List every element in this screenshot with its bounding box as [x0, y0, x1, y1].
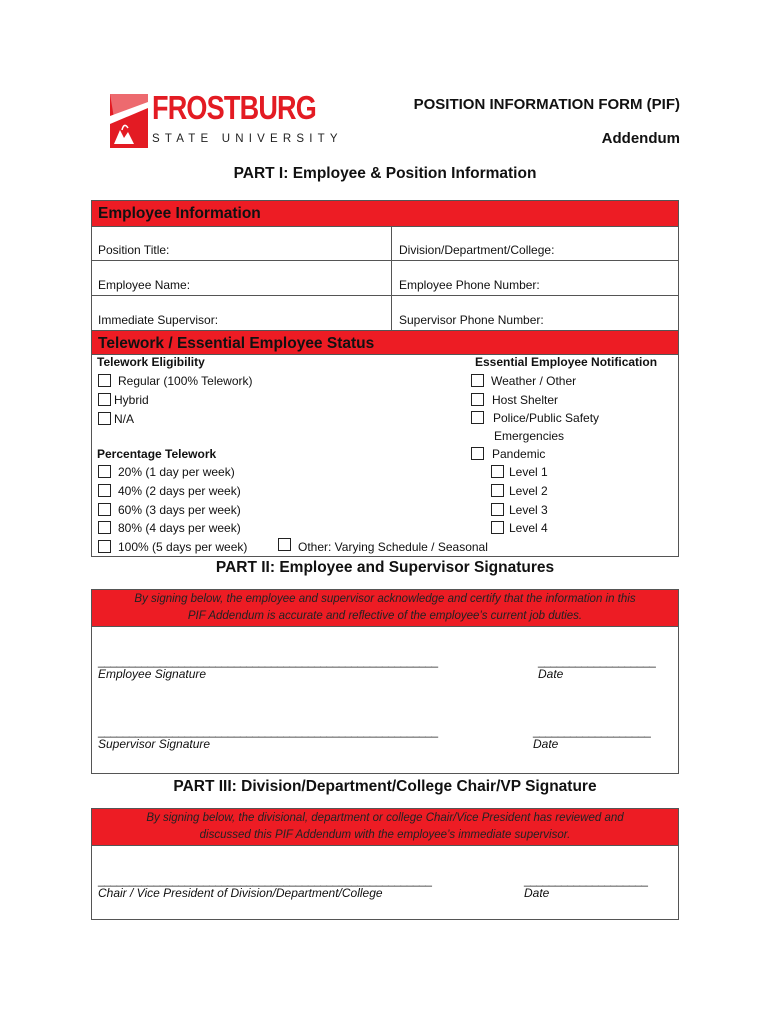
form-row — [91, 296, 679, 331]
pandemic-label: Pandemic — [492, 447, 546, 461]
police-safety-label: Police/Public Safety — [493, 411, 600, 425]
level-2-label: Level 2 — [509, 484, 548, 498]
hybrid-label: Hybrid — [114, 393, 149, 407]
weather-checkbox[interactable] — [471, 374, 484, 387]
essential-notification-heading: Essential Employee Notification — [475, 355, 658, 369]
emergencies-label: Emergencies — [494, 429, 565, 443]
part2-heading: PART II: Employee and Supervisor Signatures — [215, 559, 555, 576]
level-1-checkbox[interactable] — [491, 465, 504, 478]
police-safety-checkbox[interactable] — [471, 411, 484, 424]
level-4-label: Level 4 — [509, 521, 548, 535]
pct-60-label: 60% (3 days per week) — [118, 503, 241, 517]
supervisor-signature-label: Supervisor Signature — [98, 737, 211, 751]
part2-notice-line1: By signing below, the employee and supervisor acknowledge and certify that the information in this — [134, 593, 636, 605]
regular-telework-label: Regular (100% Telework) — [118, 374, 253, 388]
part3-notice — [91, 808, 679, 846]
level-4-checkbox[interactable] — [491, 521, 504, 534]
supervisor-date-label: Date — [533, 737, 559, 751]
supervisor-signature-line[interactable]: _______________________________________________________ — [98, 724, 438, 738]
na-label: N/A — [114, 412, 135, 426]
telework-eligibility-heading: Telework Eligibility — [97, 355, 205, 369]
employee-date-label: Date — [538, 667, 564, 681]
pct-20-checkbox[interactable] — [98, 465, 111, 478]
university-logo-icon — [110, 94, 148, 148]
hybrid-checkbox[interactable] — [98, 393, 111, 406]
pct-80-checkbox[interactable] — [98, 521, 111, 534]
weather-label: Weather / Other — [491, 374, 577, 388]
chair-date-line[interactable]: ____________________ — [524, 873, 648, 887]
chair-signature-label: Chair / Vice President of Division/Department/College — [98, 886, 383, 900]
level-3-checkbox[interactable] — [491, 503, 504, 516]
supervisor-field[interactable]: Immediate Supervisor: — [98, 313, 219, 327]
host-shelter-checkbox[interactable] — [471, 393, 484, 406]
form-subtitle: Addendum — [601, 130, 680, 147]
pct-80-label: 80% (4 days per week) — [118, 521, 241, 535]
part2-notice-line2: PIF Addendum is accurate and reflective of the employee’s current job duties. — [187, 610, 583, 622]
part1-heading: PART I: Employee & Position Information — [233, 165, 537, 182]
telework-section-title: Telework / Essential Employee Status — [91, 330, 679, 355]
form-row — [91, 226, 679, 261]
form-title: POSITION INFORMATION FORM (PIF) — [413, 96, 680, 113]
na-checkbox[interactable] — [98, 412, 111, 425]
part3-notice-line1: By signing below, the divisional, department or college Chair/Vice President has reviewed and — [146, 812, 624, 824]
host-shelter-label: Host Shelter — [492, 393, 559, 407]
supervisor-phone-field[interactable]: Supervisor Phone Number: — [399, 313, 544, 327]
chair-signature-line[interactable]: ______________________________________________________ — [98, 873, 432, 887]
employee-signature-label: Employee Signature — [98, 667, 207, 681]
employee-section-title: Employee Information — [91, 200, 679, 227]
employee-name-field[interactable]: Employee Name: — [98, 278, 191, 292]
level-1-label: Level 1 — [509, 465, 548, 479]
chair-date-label: Date — [524, 886, 550, 900]
logo-subtitle: STATE UNIVERSITY — [152, 133, 343, 145]
other-schedule-checkbox[interactable] — [278, 538, 291, 551]
level-3-label: Level 3 — [509, 503, 548, 517]
pct-60-checkbox[interactable] — [98, 503, 111, 516]
form-row — [91, 261, 679, 296]
percentage-telework-heading: Percentage Telework — [97, 447, 217, 461]
supervisor-date-line[interactable]: ___________________ — [533, 724, 651, 738]
logo-wordmark: FROSTBURG — [152, 89, 316, 126]
other-schedule-label: Other: Varying Schedule / Seasonal — [298, 540, 488, 554]
part3-heading: PART III: Division/Department/College Chair/VP Signature — [173, 778, 597, 795]
pct-100-checkbox[interactable] — [98, 540, 111, 553]
pct-40-label: 40% (2 days per week) — [118, 484, 241, 498]
pct-100-label: 100% (5 days per week) — [118, 540, 248, 554]
pandemic-checkbox[interactable] — [471, 447, 484, 460]
division-field[interactable]: Division/Department/College: — [399, 243, 555, 257]
position-title-field[interactable]: Position Title: — [98, 243, 170, 257]
level-2-checkbox[interactable] — [491, 484, 504, 497]
pct-20-label: 20% (1 day per week) — [118, 465, 235, 479]
part2-signature-box — [91, 626, 679, 774]
part2-notice — [91, 589, 679, 627]
regular-telework-checkbox[interactable] — [98, 374, 111, 387]
employee-signature-line[interactable]: _______________________________________________________ — [98, 654, 438, 668]
employee-phone-field[interactable]: Employee Phone Number: — [399, 278, 540, 292]
pct-40-checkbox[interactable] — [98, 484, 111, 497]
part3-notice-line2: discussed this PIF Addendum with the employee’s immediate supervisor. — [199, 829, 571, 841]
employee-date-line[interactable]: ___________________ — [538, 654, 656, 668]
